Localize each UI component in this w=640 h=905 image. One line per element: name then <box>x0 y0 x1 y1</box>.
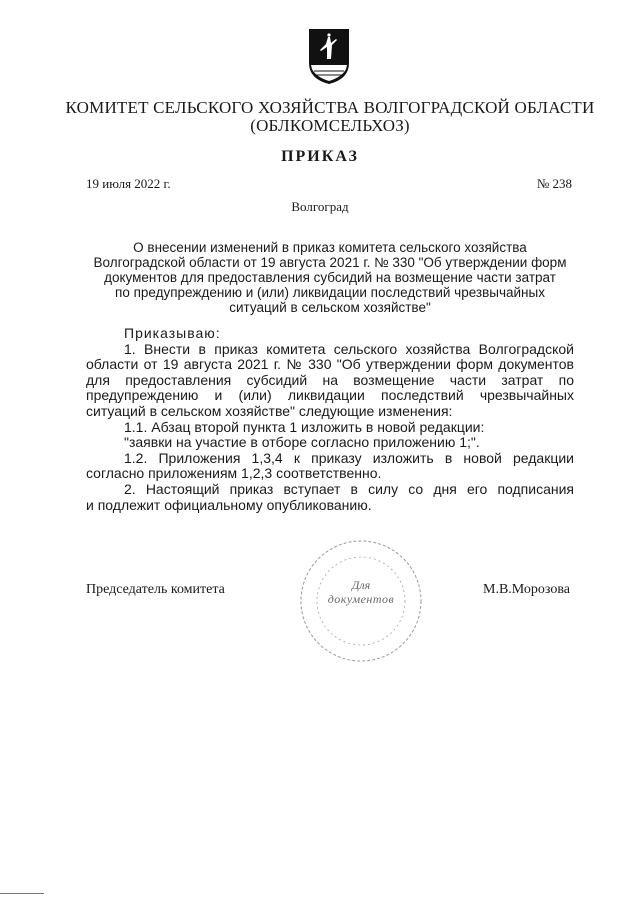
signer-name: М.В.Морозова <box>483 582 570 597</box>
document-number: № 238 <box>536 176 572 191</box>
organization-abbreviation: (ОБЛКОМСЕЛЬХОЗ) <box>250 116 410 135</box>
item-1-2-line: 1.2. Приложения 1,3,4 к приказу изложить в новой редакции <box>124 449 574 466</box>
item-1-2-line: согласно приложениям 1,2,3 соответственно. <box>86 465 382 482</box>
stamp-text-line: документов <box>327 592 395 606</box>
document-city: Волгоград <box>291 199 349 214</box>
document-body <box>86 326 574 513</box>
volgograd-coat-of-arms-icon <box>306 27 352 85</box>
item-1-line: предупреждению и (или) ликвидации последствий чрезвычайных <box>86 387 574 404</box>
item-1-1-quote: "заявки на участие в отборе согласно приложению 1;". <box>124 434 480 451</box>
order-opening: Приказываю: <box>124 325 221 341</box>
document-subject <box>60 240 600 315</box>
subject-line: Волгоградской области от 19 августа 2021 г. № 330 "Об утверждении форм <box>93 255 567 270</box>
item-2-line: и подлежит официальному опубликованию. <box>86 496 372 513</box>
item-1-line: 1. Внести в приказ комитета сельского хозяйства Волгоградской <box>124 340 574 357</box>
subject-line: ситуаций в сельском хозяйстве" <box>229 300 431 315</box>
item-1-line: ситуаций в сельском хозяйстве" следующие изменения: <box>86 402 453 419</box>
subject-line: по предупреждению и (или) ликвидации последствий чрезвычайных <box>115 285 545 300</box>
stamp-text-line: Для <box>351 578 371 592</box>
subject-line: документов для предоставления субсидий на возмещение части затрат <box>104 270 556 285</box>
item-1-1: 1.1. Абзац второй пункта 1 изложить в новой редакции: <box>124 418 485 435</box>
signer-position: Председатель комитета <box>86 582 225 597</box>
item-1-line: области от 19 августа 2021 г. № 330 "Об утверждении форм документов <box>86 356 574 373</box>
organization-name: КОМИТЕТ СЕЛЬСКОГО ХОЗЯЙСТВА ВОЛГОГРАДСКОЙ ОБЛАСТИ <box>65 98 595 117</box>
item-2-line: 2. Настоящий приказ вступает в силу со дня его подписания <box>124 480 574 497</box>
footer-divider <box>0 893 44 894</box>
subject-line: О внесении изменений в приказ комитета сельского хозяйства <box>133 240 527 255</box>
document-date: 19 июля 2022 г. <box>86 176 171 191</box>
item-1-line: для предоставления субсидий на возмещение части затрат по <box>86 371 574 388</box>
document-type-title: ПРИКАЗ <box>281 148 359 165</box>
